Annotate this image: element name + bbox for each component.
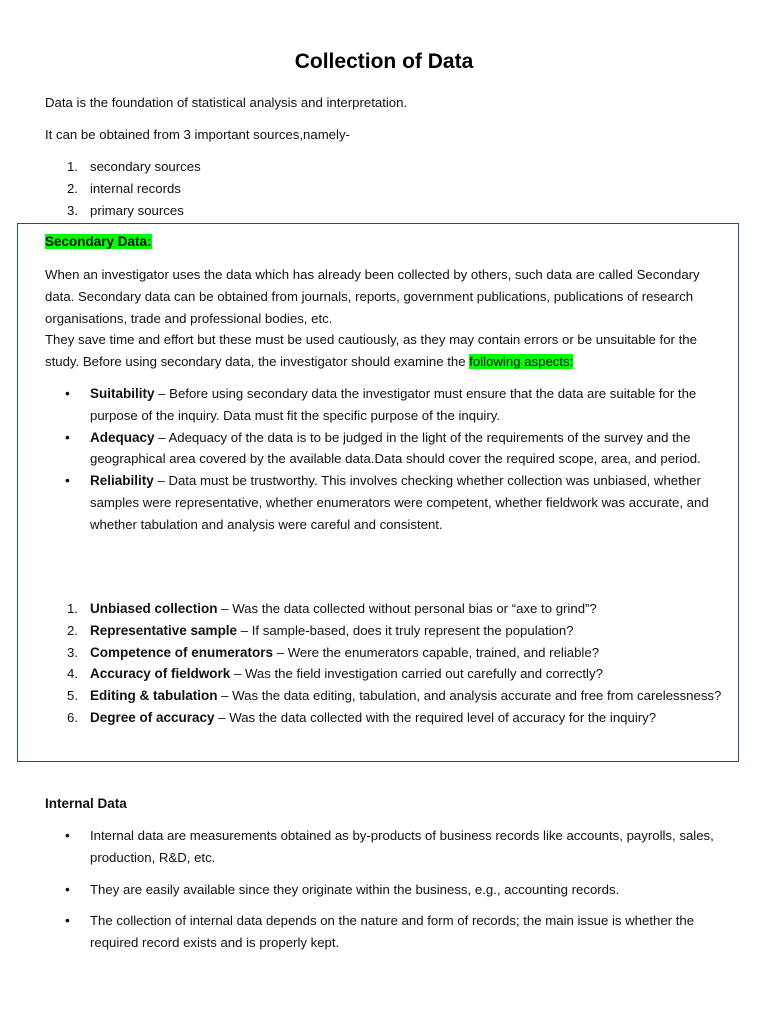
list-item-text: internal records — [90, 180, 181, 196]
list-number: 5. — [67, 688, 78, 704]
check-term: Unbiased collection — [90, 601, 218, 616]
check-text: – Was the data editing, tabulation, and analysis accurate and free from carelessness? — [217, 688, 722, 704]
list-item — [45, 598, 725, 620]
list-item — [45, 178, 725, 200]
aspect-term: Adequacy — [90, 429, 155, 445]
list-item-text: They are easily available since they originate within the business, e.g., accounting records. — [90, 881, 620, 897]
highlighted-heading-text: Secondary Data: — [45, 234, 152, 249]
list-number: 3. — [67, 644, 78, 660]
check-text: – Was the data collected with the required level of accuracy for the inquiry? — [214, 709, 657, 725]
list-item — [45, 685, 725, 707]
internal-data-list — [45, 825, 725, 954]
intro-line-2: It can be obtained from 3 important sources,namely- — [45, 127, 350, 142]
bullet-dot-icon: • — [65, 880, 70, 897]
list-number: 3. — [67, 202, 78, 218]
secondary-paragraph-2 — [45, 329, 725, 373]
list-item — [45, 663, 725, 685]
check-text: – Was the data collected without personal bias or “axe to grind”? — [217, 601, 597, 616]
internal-data-heading: Internal Data — [45, 796, 127, 811]
check-text: – Were the enumerators capable, trained, and reliable? — [273, 644, 600, 660]
check-term: Editing & tabulation — [90, 688, 218, 704]
list-number: 2. — [67, 622, 78, 638]
aspect-term: Suitability — [90, 386, 155, 401]
aspect-text: – Data must be trustworthy. This involves checking whether collection was unbiased, whether samples were representative, whether enumerators were competent, whether fieldwork was accurate, and whether tabulation and analysis were careful and consistent. — [90, 473, 709, 532]
list-item-text: primary sources — [90, 202, 184, 218]
aspect-text: – Adequacy of the data is to be judged in the light of the requirements of the survey and the geographical area covered by the available data.Data should cover the required scope, area, and period. — [90, 429, 701, 467]
list-item — [45, 427, 725, 471]
sources-list — [45, 156, 725, 221]
list-item-text: The collection of internal data depends on the nature and form of records; the main issue is whether the required record exists and is properly kept. — [90, 913, 695, 951]
check-text: – If sample-based, does it truly represent the population? — [237, 622, 574, 638]
checks-list — [45, 598, 725, 729]
bullet-dot-icon: • — [65, 385, 70, 401]
aspects-list — [45, 383, 725, 536]
highlighted-phrase: following aspects: — [469, 354, 574, 369]
bullet-dot-icon: • — [65, 472, 70, 489]
list-number: 1. — [67, 159, 78, 174]
list-item — [45, 200, 725, 222]
list-item — [45, 620, 725, 642]
check-term: Competence of enumerators — [90, 644, 274, 660]
list-item — [45, 642, 725, 664]
list-number: 6. — [67, 709, 78, 725]
list-item — [45, 910, 725, 954]
aspect-term: Reliability — [90, 473, 154, 489]
bullet-dot-icon: • — [65, 912, 70, 929]
check-term: Accuracy of fieldwork — [90, 666, 231, 682]
list-number: 1. — [67, 601, 78, 616]
list-item-text: secondary sources — [90, 159, 201, 174]
list-item — [45, 156, 725, 178]
intro-line-1: Data is the foundation of statistical analysis and interpretation. — [45, 95, 408, 110]
aspect-text: – Before using secondary data the investigator must ensure that the data are suitable for the purpose of the inquiry. Data must fit the specific purpose of the inquiry. — [90, 386, 697, 423]
check-term: Representative sample — [90, 622, 238, 638]
list-number: 4. — [67, 666, 78, 682]
page-title: Collection of Data — [294, 50, 474, 73]
secondary-paragraph-1: When an investigator uses the data which has already been collected by others, such data are called Secondary data. Secondary data can be obtained from journals, reports, government publications, publications of research organisations, trade and professional bodies, etc. — [45, 267, 700, 326]
list-item — [45, 383, 725, 427]
check-text: – Was the field investigation carried out carefully and correctly? — [230, 666, 603, 682]
list-item — [45, 470, 725, 535]
secondary-data-heading — [45, 232, 152, 252]
paragraph-text: They save time and effort but these must be used cautiously, as they may contain errors or be unsuitable for the study. Before using secondary data, the investigator should examine the — [45, 332, 697, 369]
list-item — [45, 825, 725, 869]
list-item-text: Internal data are measurements obtained as by-products of business records like accounts, payrolls, sales, production, R&D, etc. — [90, 828, 714, 865]
list-number: 2. — [67, 180, 78, 196]
list-item — [45, 879, 725, 901]
bullet-dot-icon: • — [65, 827, 70, 843]
bullet-dot-icon: • — [65, 428, 70, 445]
check-term: Degree of accuracy — [90, 709, 215, 725]
list-item — [45, 707, 725, 729]
